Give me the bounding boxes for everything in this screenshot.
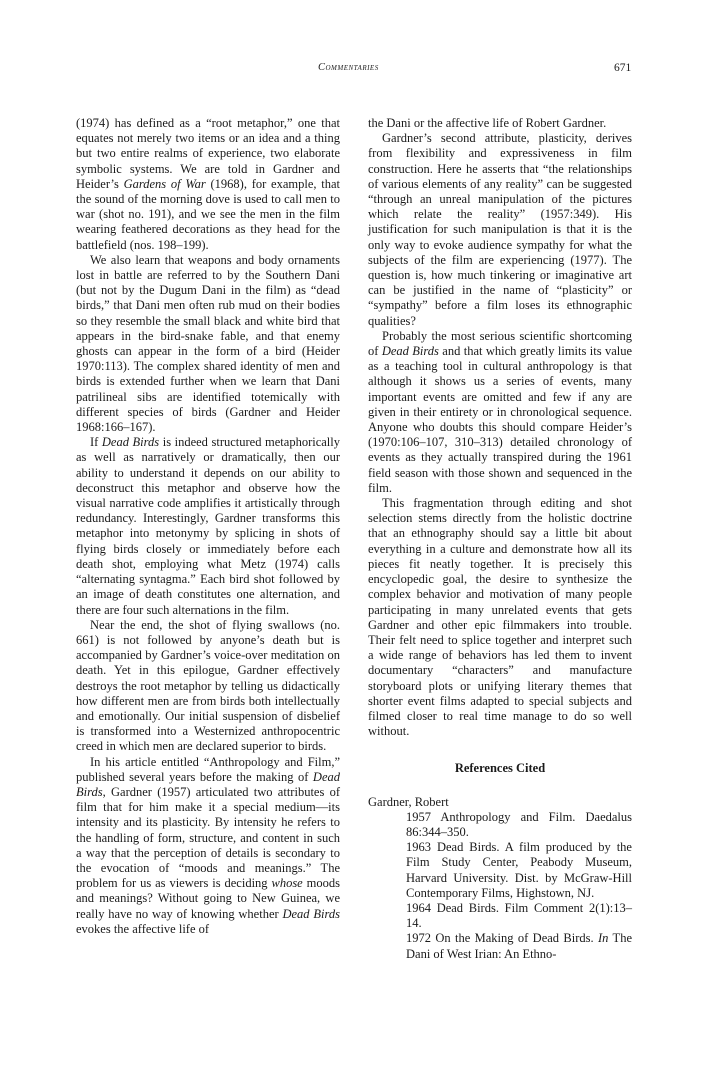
text-run: Probably the most serious scientific shortcoming of <box>368 328 632 359</box>
text-run: evokes the affective life of <box>76 921 210 936</box>
italic-text: Dead Birds <box>381 344 439 359</box>
text-run: 1957 Anthropology and Film. Daedalus 86:344–350. <box>406 809 632 839</box>
references-heading: References Cited <box>454 761 546 776</box>
page-header <box>0 62 703 78</box>
text-run: is indeed structured metaphorically as well as narratively or dramatically, then our ability to understand it depends on our ability to deconstruct this metaphor and observe how the visual narrative code amplifies it artistically through redundancy. Interestingly, Gardner transforms this metaphor into metonymy by splicing in shots of flying birds closely or immediately before each death shot, employing what Metz (1974) calls “alternating syntagma.” Each bird shot followed by an image of death constitutes one alternation, and there are four such alternations in the film. <box>76 435 341 617</box>
text-run: 1963 Dead Birds. A film produced by the Film Study Center, Peabody Museum, Harvard University. Dist. by McGraw-Hill Contemporary Films, Highstown, NJ. <box>406 840 632 900</box>
text-run: , Gardner (1957) articulated two attributes of film that for him make it a special medium—its intensity and its plasticity. By intensity he refers to the handling of form, structure, and content in such a way that the perception of details is secondary to the evocation of “moods and meanings.” The problem for us as viewers is deciding <box>76 784 340 891</box>
italic-text: Dead Birds <box>101 435 160 450</box>
text-run: and that which greatly limits its value as a teaching tool in cultural anthropology is that although it shows us a series of events, many important events are omitted and few if any are given in their entirety or in chronological sequence. Anyone who doubts this should compare Heider’s (1970:106–107, 310–313) detailed chronology of events as they actually transpired during the 1961 field season with those shown and sequenced in the film. <box>368 344 633 495</box>
reference-author: Gardner, Robert <box>368 794 449 809</box>
paragraph <box>368 329 632 496</box>
text-run: The Dani of West Irian: An Ethno- <box>406 931 632 961</box>
page-number: 671 <box>614 62 632 74</box>
text-run: Gardner’s second attribute, plasticity, derives from flexibility and expressiveness in film construction. Here he asserts that “the relationships of various elements of any reality” can be suggested “through an unreal manipulation of the pictures which relate the reality” (1957:349). His justification for such manipulation is that it is the only way to evoke audience sympathy for what the subjects of the film are experiencing (1977). The question is, how much tinkering or imaginative art can be justified in the name of “plasticity” or “sympathy” before a film loses its ethnographic qualities? <box>368 131 632 328</box>
left-column <box>76 116 340 937</box>
paragraph <box>76 618 340 755</box>
text-run: moods and meanings? Without going to New Guinea, we really have no way of knowing whether <box>76 876 340 921</box>
text-run: 1972 On the Making of Dead Birds. <box>406 931 598 946</box>
paragraph <box>368 116 632 131</box>
text-run: In his article entitled “Anthropology and Film,” published several years before the making of <box>76 754 340 784</box>
text-run: (1968), for example, that the sound of the morning dove is used to call men to war (shot no. 191), and we see the men in the film wearing feathered decorations as they head for the battlefield (nos. 198–199). <box>76 176 340 252</box>
running-head: Commentaries <box>318 62 379 73</box>
reference-entry <box>368 931 632 961</box>
text-run: This fragmentation through editing and shot selection stems directly from the holistic doctrine that an ethnography should say a little bit about everything in a culture and demonstrate how all its pieces fit neatly together. It is precisely this encyclopedic goal, the desire to synthesize the complex behavior and motivation of many people participating in many unrelated events that gets Gardner and other epic filmmakers into trouble. Their felt need to splice together and interpret such a wide range of behaviors has led them to invent documentary “characters” and manufacture storyboard plots or unifying literary themes that shorter event films adapted to special subjects and filmed closer to real time manage to do so well without. <box>368 496 632 739</box>
text-run: We also learn that weapons and body ornaments lost in battle are referred to by the Southern Dani (but not by the Dugum Dani in the film) as “dead birds,” that Dani men often rub mud on their bodies so they resemble the small black and white bird that appears in the bird-snake fable, and that enemy ghosts can appear in the form of a bird (Heider 1970:113). The complex shared identity of men and birds is extended further when we learn that Dani patrilineal sibs are identified totemically with different species of birds (Gardner and Heider 1968:166–167). <box>76 252 340 435</box>
reference-entry <box>368 840 632 901</box>
right-column <box>368 116 632 962</box>
paragraph <box>76 253 340 435</box>
text-run: (1974) has defined as a “root metaphor,” one that equates not merely two items or an idea and a thing but two entire realms of experience, two elaborate symbolic systems. We are told in Gardner and Heider’s <box>76 116 340 191</box>
reference-entry <box>368 901 632 931</box>
italic-text: Dead Birds <box>76 769 340 799</box>
paragraph <box>76 755 340 937</box>
paragraph <box>368 496 632 739</box>
italic-text: In <box>598 931 609 946</box>
italic-text: Gardens of War <box>123 176 206 191</box>
italic-text: Dead Birds <box>282 906 340 921</box>
paragraph <box>368 131 632 329</box>
italic-text: whose <box>271 876 303 891</box>
text-run: 1964 Dead Birds. Film Comment 2(1):13–14. <box>406 900 632 931</box>
text-run: Near the end, the shot of flying swallows (no. 661) is not followed by anyone’s death but is accompanied by Gardner’s voice-over meditation on death. Yet in this epilogue, Gardner effectively destroys the root metaphor by telling us didactically how different men are from birds both intellectually and emotionally. Our initial suspension of disbelief is transformed into a Westernized anthropocentric creed in which men are declared superior to birds. <box>76 617 340 754</box>
text-run: the Dani or the affective life of Robert Gardner. <box>368 116 607 130</box>
paragraph <box>76 116 340 253</box>
paragraph <box>76 435 340 617</box>
reference-entry <box>368 810 632 840</box>
text-run: If <box>90 435 102 450</box>
